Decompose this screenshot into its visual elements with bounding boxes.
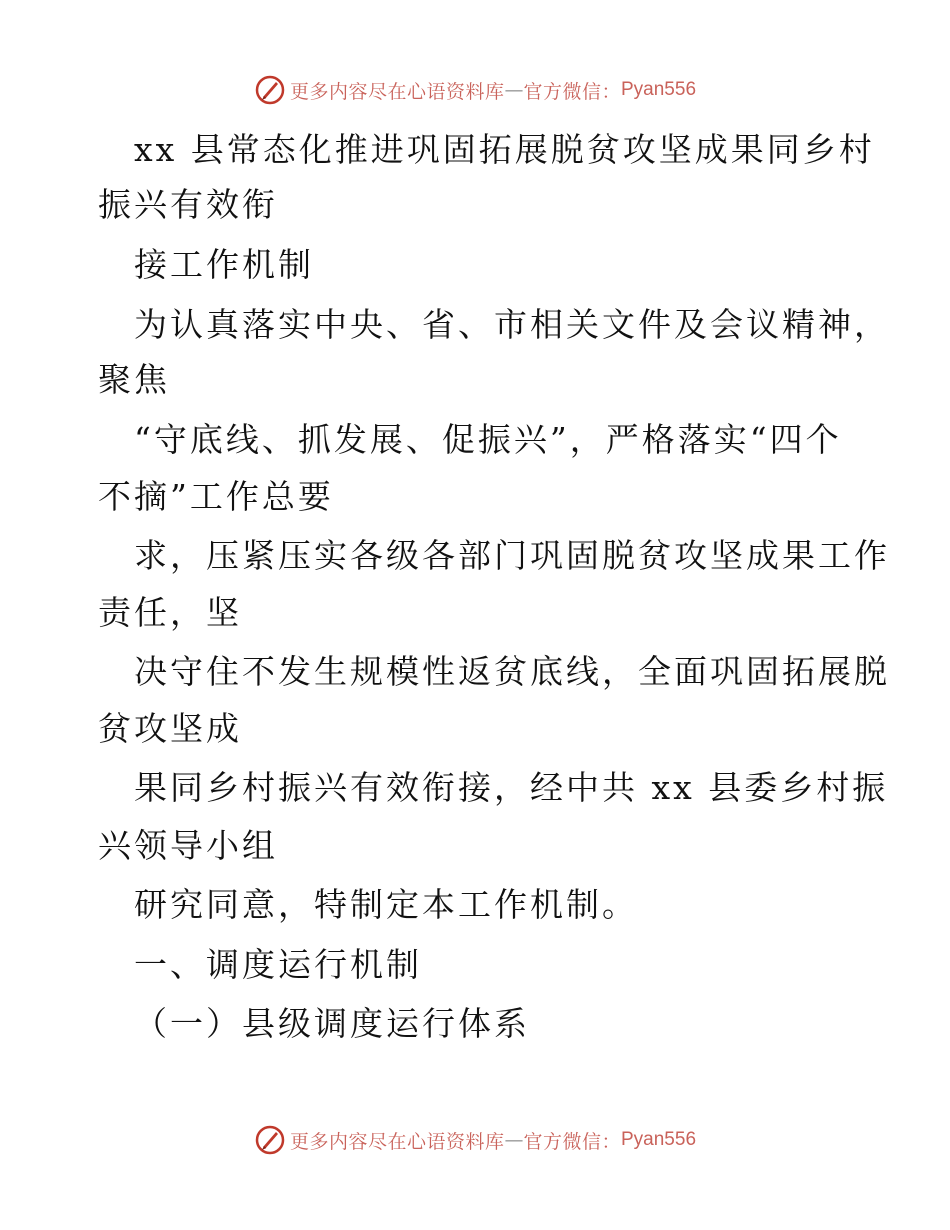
doc-paragraph-line: 贫攻坚成 (98, 709, 242, 748)
doc-paragraph-line: 求，压紧压实各级各部门巩固脱贫攻坚成果工作 (134, 536, 890, 575)
quill-logo-icon (254, 1124, 286, 1156)
doc-paragraph-line: 兴领导小组 (98, 826, 278, 865)
doc-title-line-3: 接工作机制 (134, 245, 314, 284)
doc-paragraph-line: 不摘”工作总要 (98, 477, 334, 516)
quill-logo-icon (254, 74, 286, 106)
subsection-heading: （一）县级调度运行体系 (134, 1004, 530, 1043)
doc-paragraph-line: 聚焦 (98, 360, 170, 399)
doc-paragraph-line: 为认真落实中央、省、市相关文件及会议精神， (134, 305, 890, 344)
section-heading: 一、调度运行机制 (134, 945, 422, 984)
footer-watermark (0, 1122, 950, 1158)
watermark-site-text: 更多内容尽在心语资料库 (289, 80, 505, 103)
watermark-site-text: 更多内容尽在心语资料库 (289, 1130, 505, 1153)
doc-paragraph-line: 果同乡村振兴有效衔接，经中共 xx 县委乡村振 (134, 768, 889, 807)
watermark-dash: — (504, 79, 524, 101)
watermark-handle: Pyan556 (621, 79, 697, 100)
doc-paragraph-line: 决守住不发生规模性返贫底线，全面巩固拓展脱 (134, 652, 890, 691)
doc-paragraph-line: “守底线、抓发展、促振兴”，严格落实“四个 (134, 420, 842, 459)
watermark-handle: Pyan556 (621, 1129, 697, 1150)
doc-paragraph-line: 责任，坚 (98, 593, 242, 632)
watermark-wechat-label: 官方微信： (523, 80, 621, 103)
doc-title-line-2: 振兴有效衔 (98, 185, 278, 224)
header-watermark (0, 72, 950, 108)
doc-title-line-1: xx 县常态化推进巩固拓展脱贫攻坚成果同乡村 (134, 130, 875, 169)
watermark-dash: — (504, 1129, 524, 1151)
doc-paragraph-line: 研究同意，特制定本工作机制。 (134, 885, 638, 924)
watermark-wechat-label: 官方微信： (523, 1130, 621, 1153)
